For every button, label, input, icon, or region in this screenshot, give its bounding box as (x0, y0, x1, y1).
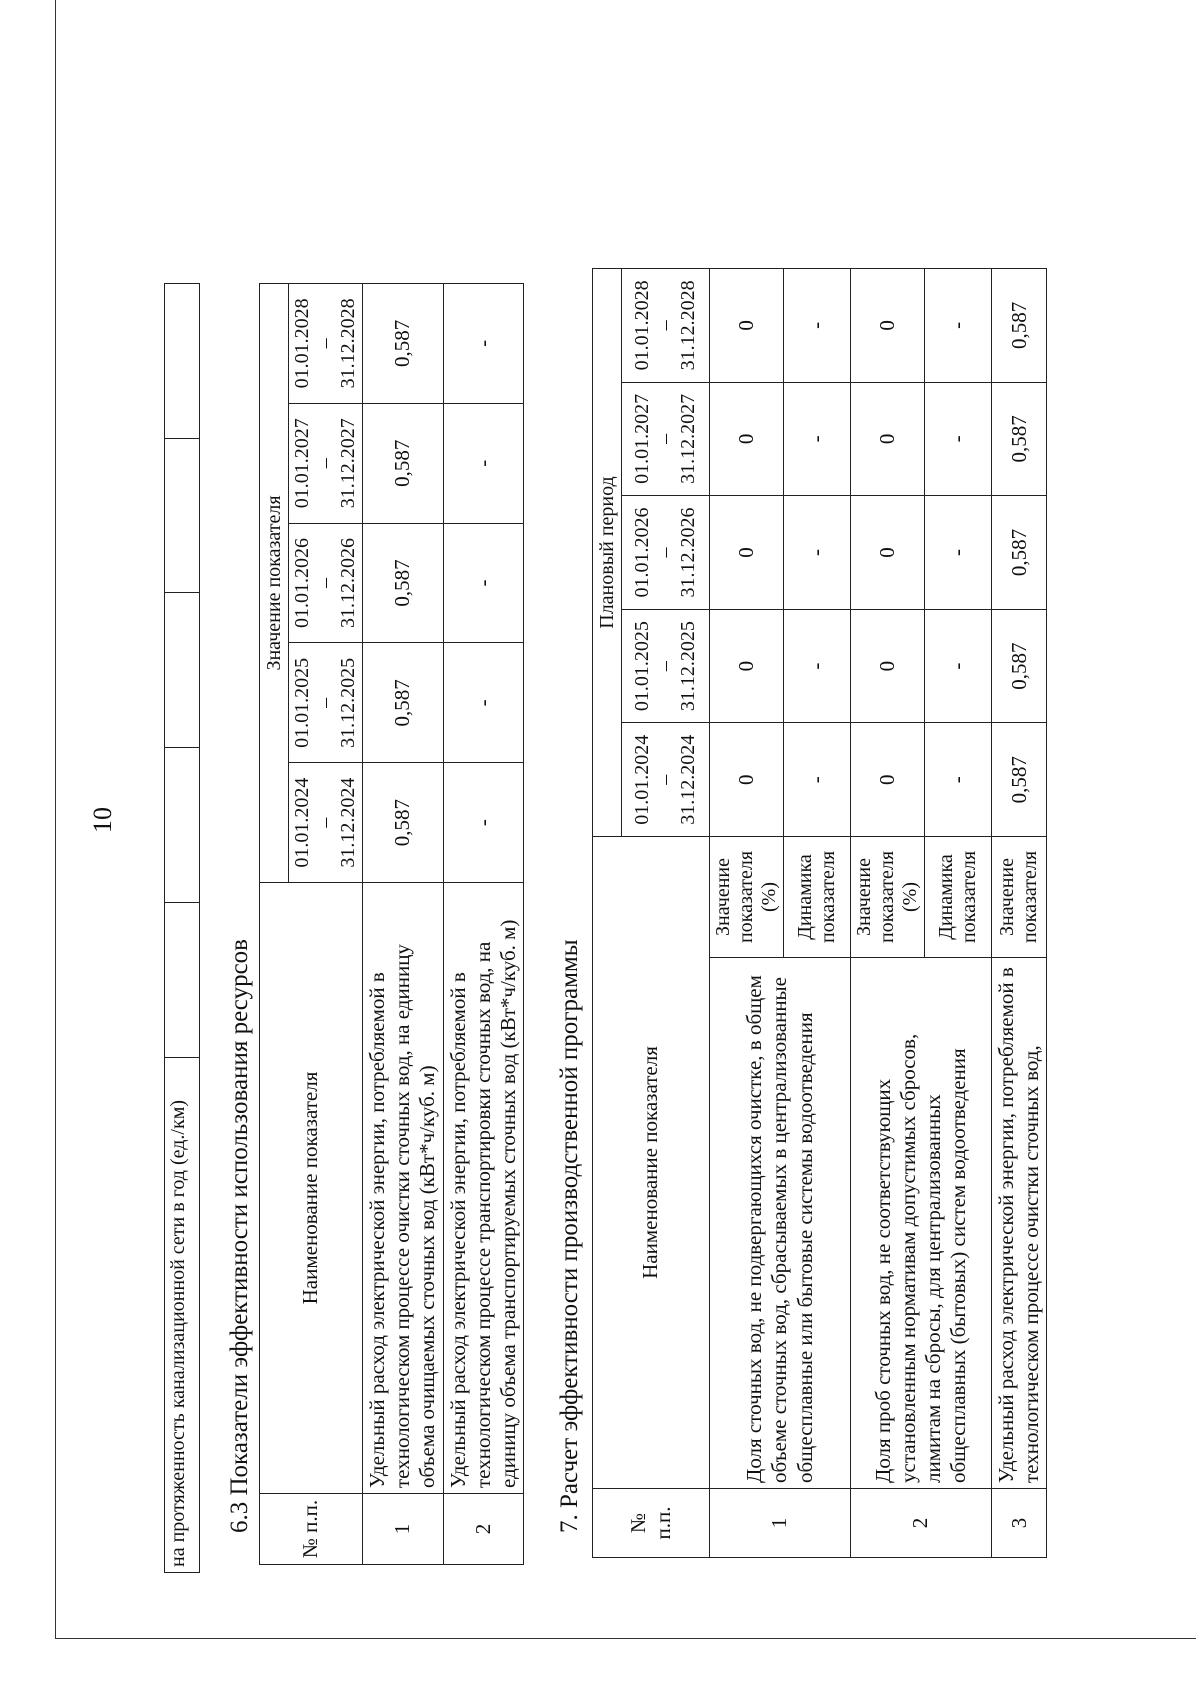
header-name: Наименование показателя (260, 883, 363, 1494)
row-value: 0,587 (363, 523, 444, 643)
row-value: - (443, 284, 524, 404)
prev-cell (165, 748, 200, 903)
row-number: 1 (710, 1489, 851, 1558)
row-number: 2 (443, 1494, 524, 1565)
row-value: 0,587 (992, 496, 1047, 610)
row-value: 0 (710, 382, 784, 496)
row-value: - (784, 496, 851, 610)
row-value: 0 (851, 496, 925, 610)
row-value: - (784, 609, 851, 723)
period-header: 01.01.2024 – 31.12.2024 (289, 763, 363, 883)
sub-label: Динамика показателя (925, 837, 992, 958)
row-value: 0 (710, 269, 784, 383)
row-value: - (925, 609, 992, 723)
row-value: - (925, 496, 992, 610)
row-name: Доля сточных вод, не подвергающихся очистке, в общем объеме сточных вод, сбрасываемых в централизованные общесплавные или бытовые системы водоотведения (710, 958, 851, 1489)
row-value: - (443, 523, 524, 643)
period-header: 01.01.2026 – 31.12.2026 (622, 496, 710, 610)
prev-row-label: на протяженность канализационной сети в год (ед./км) (165, 1057, 200, 1572)
row-value: - (443, 763, 524, 883)
section-6-3-title: 6.3 Показатели эффективности использования ресурсов (226, 939, 253, 1533)
row-value: 0 (710, 609, 784, 723)
header-number: № п.п. (260, 1494, 363, 1565)
prev-cell (165, 902, 200, 1057)
row-name: Удельный расход электрической энергии, потребляемой в технологическом процессе транспортировки сточных вод, на единицу объема транспортируемых сточных вод (кВт*ч/куб. м) (443, 883, 524, 1494)
row-value: 0,587 (363, 763, 444, 883)
table-row (992, 269, 1047, 1558)
period-header: 01.01.2024 – 31.12.2024 (622, 723, 710, 837)
row-value: 0 (851, 723, 925, 837)
row-value: - (443, 403, 524, 523)
row-name: Доля проб сточных вод, не соответствующих установленным нормативам допустимых сбросов, лимитам на сбросы, для централизованных общесплавных (бытовых) систем водоотведения (851, 958, 992, 1489)
row-value: 0,587 (992, 269, 1047, 383)
table-row (363, 284, 444, 1565)
period-header: 01.01.2028 – 31.12.2028 (622, 269, 710, 383)
sub-label: Значение показателя (%) (851, 837, 925, 958)
period-header: 01.01.2025 – 31.12.2025 (622, 609, 710, 723)
previous-table-tail (164, 283, 200, 1573)
table-row (710, 269, 784, 1558)
row-value: - (925, 382, 992, 496)
row-name: Удельный расход электрической энергии, потребляемой в технологическом процессе очистки сточных вод, (992, 958, 1047, 1489)
row-value: 0,587 (363, 643, 444, 763)
sub-label: Динамика показателя (784, 837, 851, 958)
program-efficiency-table (592, 268, 1047, 1558)
row-value: 0 (710, 723, 784, 837)
row-value: - (784, 269, 851, 383)
prev-cell (165, 438, 200, 593)
sub-label: Значение показателя (%) (710, 837, 784, 958)
period-header: 01.01.2028 – 31.12.2028 (289, 284, 363, 404)
period-header: 01.01.2025 – 31.12.2025 (289, 643, 363, 763)
table-row (851, 269, 925, 1558)
period-header: 01.01.2027 – 31.12.2027 (622, 382, 710, 496)
row-value: 0,587 (992, 609, 1047, 723)
row-value: 0 (851, 382, 925, 496)
row-value: 0 (851, 609, 925, 723)
table-row (443, 284, 524, 1565)
header-name: Наименование показателя (593, 837, 710, 1489)
section-7-title: 7. Расчет эффективности производственной программы (556, 939, 583, 1533)
rotated-page (4, 43, 1196, 1643)
row-number: 1 (363, 1494, 444, 1565)
row-number: 3 (992, 1489, 1047, 1558)
header-plan-group: Плановый период (593, 269, 622, 837)
row-value: - (925, 269, 992, 383)
prev-cell (165, 284, 200, 439)
period-header: 01.01.2026 – 31.12.2026 (289, 523, 363, 643)
row-value: 0 (710, 496, 784, 610)
row-value: - (443, 643, 524, 763)
row-value: 0 (851, 269, 925, 383)
row-value: 0,587 (363, 403, 444, 523)
period-header: 01.01.2027 – 31.12.2027 (289, 403, 363, 523)
sub-label: Значение показателя (992, 837, 1047, 958)
row-value: - (784, 723, 851, 837)
page-number: 10 (88, 807, 117, 833)
header-number: № п.п. (593, 1489, 710, 1558)
header-value-group: Значение показателя (260, 284, 289, 883)
row-name: Удельный расход электрической энергии, потребляемой в технологическом процессе очистки сточных вод, на единицу объема очищаемых сточных вод (кВт*ч/куб. м) (363, 883, 444, 1494)
row-value: 0,587 (992, 723, 1047, 837)
row-value: 0,587 (363, 284, 444, 404)
row-number: 2 (851, 1489, 992, 1558)
row-value: - (784, 382, 851, 496)
row-value: 0,587 (992, 382, 1047, 496)
prev-cell (165, 593, 200, 748)
resource-efficiency-table (259, 283, 524, 1565)
row-value: - (925, 723, 992, 837)
